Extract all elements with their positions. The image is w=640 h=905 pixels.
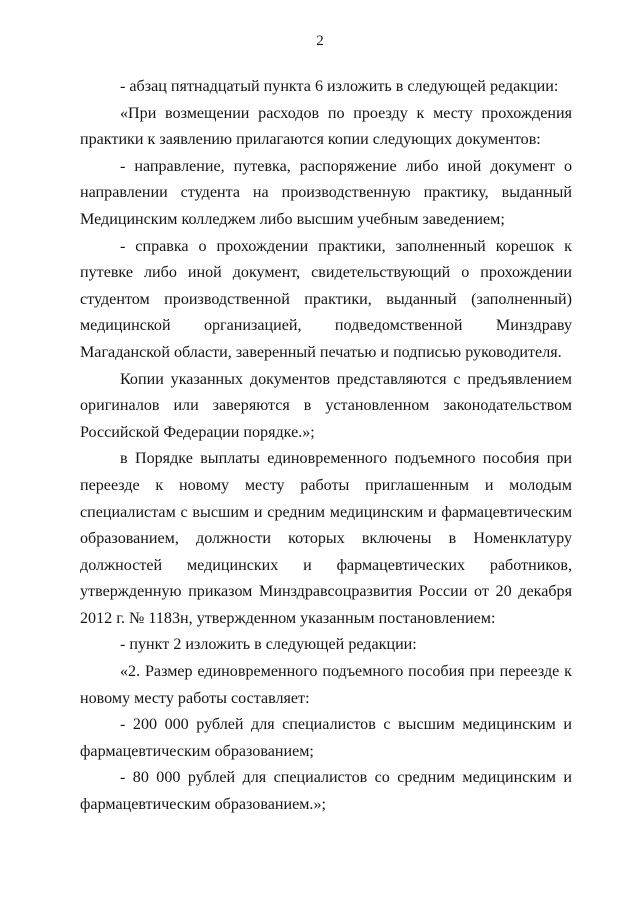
text-line: к новому месту работы составляет:	[80, 663, 572, 707]
text-line: - направление, путевка, распоряжение либо иной документ о	[120, 157, 572, 175]
paragraph-point-2-intro	[80, 632, 572, 659]
text-line: в Порядке выплаты единовременного подъемного пособия при	[120, 450, 572, 468]
text-line: Медицинским колледжем либо высшим учебным заведением;	[80, 210, 505, 228]
paragraph-expense-reimbursement	[80, 101, 572, 154]
text-line: заверенный печатью и подписью руководителя.	[235, 343, 562, 361]
text-line: производственной практики, выданный (заполненный) медицинской	[80, 290, 572, 335]
text-line: Российской Федерации порядке.»;	[80, 423, 315, 441]
paragraph-relocation-procedure	[80, 446, 572, 632]
text-line: и фармацевтическим образованием;	[80, 716, 572, 760]
paragraph-allowance-amount	[80, 659, 572, 712]
document-body	[80, 74, 572, 819]
text-line: - 80 000 рублей для специалистов со средним медицинским	[120, 769, 556, 787]
paragraph-practice-certificate	[80, 234, 572, 367]
text-line: переезде к новому месту работы приглашенным и молодым специалистам	[80, 476, 572, 521]
text-line: утвержденном указанным постановлением:	[196, 609, 496, 627]
text-line: «При возмещении расходов по проезду к месту прохождения	[120, 104, 572, 122]
text-line: либо иной документ, свидетельствующий о прохождении студентом	[80, 264, 572, 308]
text-line: «2. Размер единовременного подъемного пособия при переезде	[120, 663, 560, 681]
text-line: - справка о прохождении практики, заполненный корешок к путевке	[80, 237, 572, 282]
text-line: - 200 000 рублей для специалистов с высшим медицинским	[120, 716, 556, 734]
text-line: организацией, подведомственной Минздраву Магаданской области,	[80, 317, 572, 361]
text-line: должности которых включены в Номенклатуру должностей медицинских	[80, 530, 572, 574]
page-number: 2	[316, 33, 324, 49]
text-line: направлении студента на производственную практику, выданный	[80, 184, 572, 202]
paragraph-document-copies	[80, 367, 572, 447]
text-line: Минздравсоцразвития России от 20 декабря 2012 г. № 1183н,	[80, 583, 572, 627]
text-line: и фармацевтических работников, утвержденную приказом	[80, 556, 572, 601]
paragraph-higher-education-amount	[80, 712, 572, 765]
text-line: - абзац пятнадцатый пункта 6 изложить в следующей редакции:	[120, 78, 559, 95]
text-line: оригиналов или заверяются в установленном законодательством	[80, 397, 572, 415]
text-line: с высшим и средним медицинским и фармацевтическим образованием,	[80, 503, 572, 548]
paragraph-secondary-education-amount	[80, 765, 572, 818]
paragraph-amendment-intro	[80, 74, 572, 101]
text-line: - пункт 2 изложить в следующей редакции:	[120, 636, 417, 654]
text-line: и фармацевтическим образованием.»;	[80, 769, 573, 814]
text-line: практики к заявлению прилагаются копии следующих документов:	[80, 131, 541, 149]
paragraph-referral-document	[80, 154, 572, 234]
text-line: Копии указанных документов представляются с предъявлением	[120, 370, 572, 388]
